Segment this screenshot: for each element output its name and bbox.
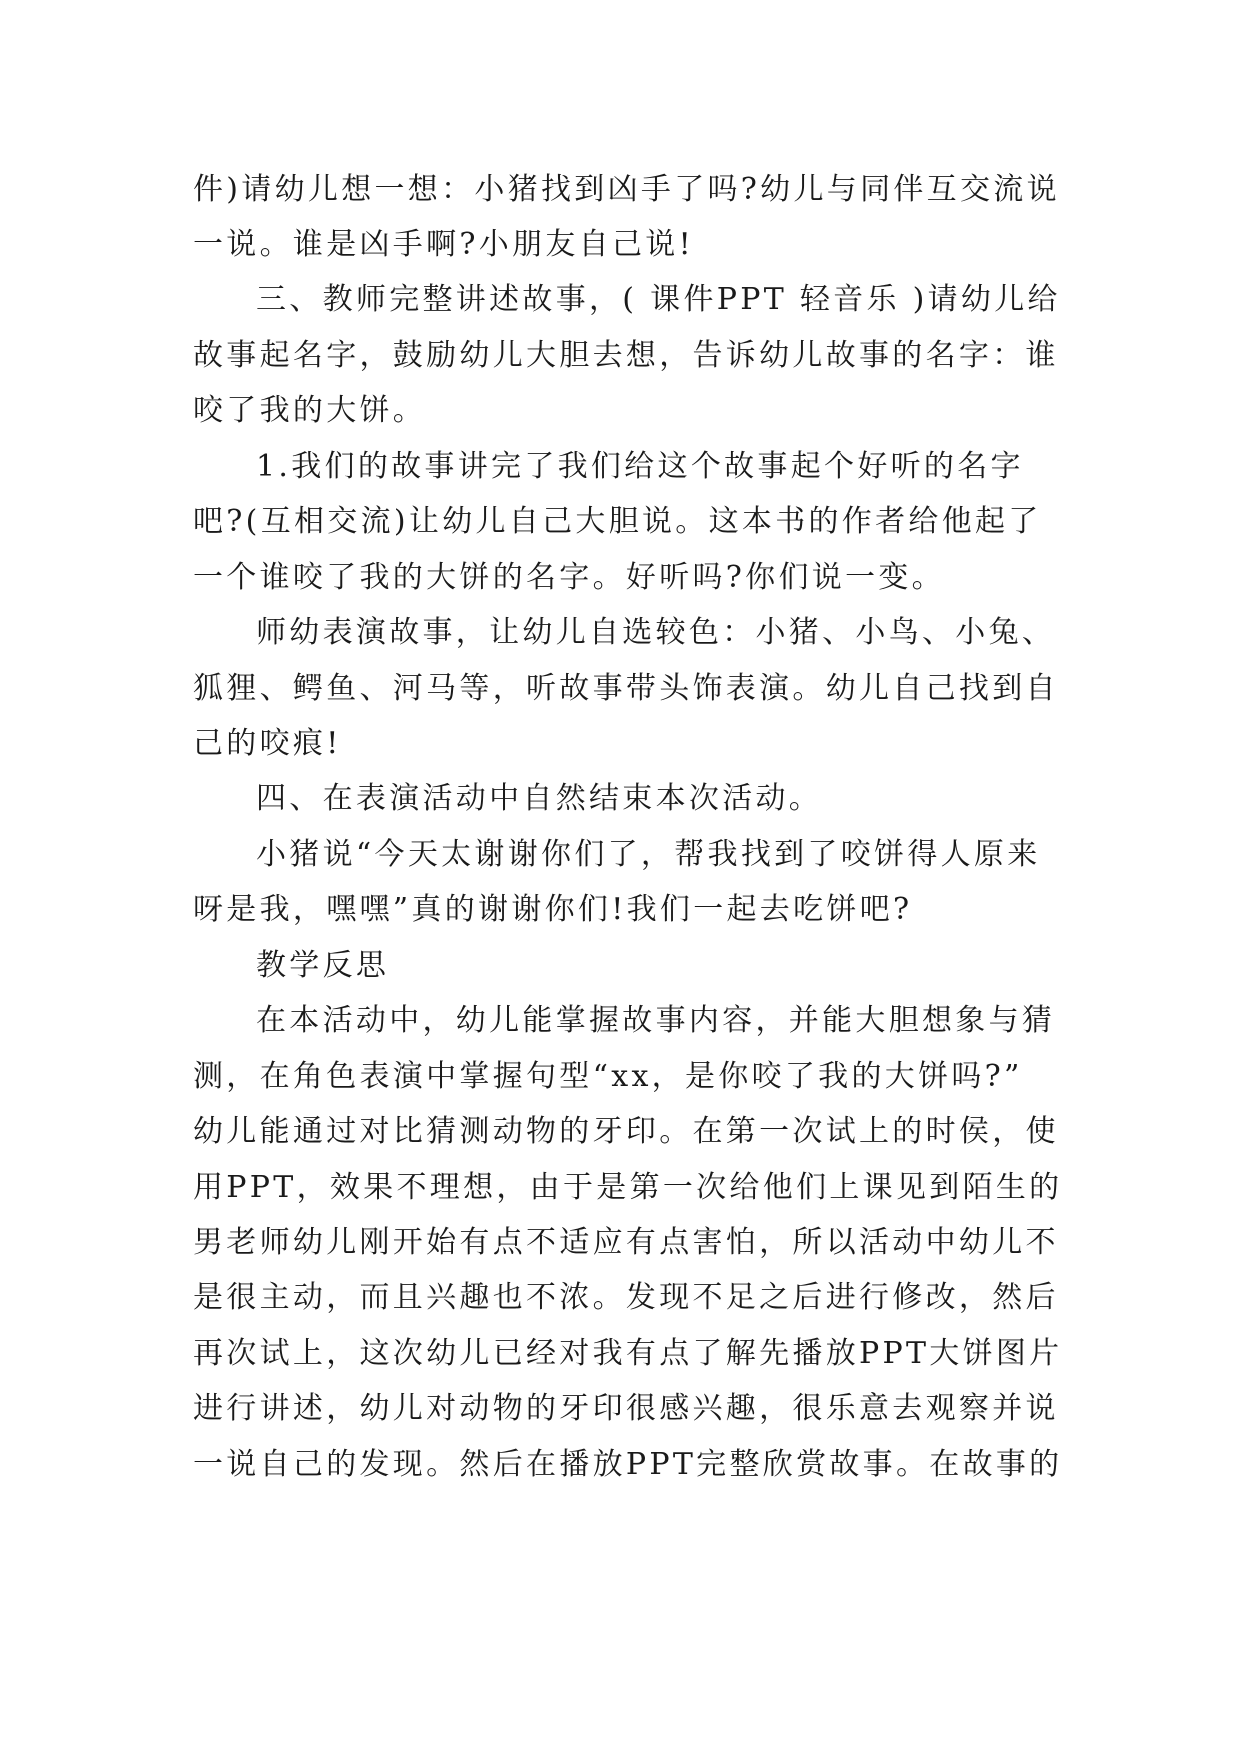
text-line: 男老师幼儿刚开始有点不适应有点害怕，所以活动中幼儿不 — [193, 1225, 1059, 1260]
text-line: 用PPT，效果不理想，由于是第一次给他们上课见到陌生的 — [193, 1170, 1063, 1205]
paragraph-start: 在本活动中，幼儿能掌握故事内容，并能大胆想象与猜 — [256, 1003, 1056, 1038]
text-line: 吧?(互相交流)让幼儿自己大胆说。这本书的作者给他起了 — [193, 504, 1042, 539]
section-heading: 教学反思 — [256, 948, 390, 983]
text-line: 一个谁咬了我的大饼的名字。好听吗?你们说一变。 — [193, 560, 945, 595]
text-line: 狐狸、鳄鱼、河马等，听故事带头饰表演。幼儿自己找到自 — [193, 671, 1059, 706]
paragraph-start: 师幼表演故事，让幼儿自选较色：小猪、小鸟、小兔、 — [256, 615, 1056, 650]
text-line: 是很主动，而且兴趣也不浓。发现不足之后进行修改，然后 — [193, 1280, 1059, 1315]
text-line: 一说自己的发现。然后在播放PPT完整欣赏故事。在故事的 — [193, 1447, 1063, 1482]
text-line: 进行讲述，幼儿对动物的牙印很感兴趣，很乐意去观察并说 — [193, 1391, 1059, 1426]
paragraph-start: 小猪说“今天太谢谢你们了，帮我找到了咬饼得人原来 — [256, 837, 1041, 872]
text-line: 测，在角色表演中掌握句型“xx，是你咬了我的大饼吗?” — [193, 1059, 1023, 1094]
text-line: 件)请幼儿想一想：小猪找到凶手了吗?幼儿与同伴互交流说 — [193, 172, 1060, 207]
text-line: 一说。谁是凶手啊?小朋友自己说! — [193, 227, 694, 262]
text-line: 幼儿能通过对比猜测动物的牙印。在第一次试上的时侯，使 — [193, 1114, 1059, 1149]
paragraph-start: 四、在表演活动中自然结束本次活动。 — [256, 781, 823, 816]
text-line: 故事起名字，鼓励幼儿大胆去想，告诉幼儿故事的名字：谁 — [193, 338, 1059, 373]
text-line: 呀是我，嘿嘿”真的谢谢你们!我们一起去吃饼吧? — [193, 892, 913, 927]
paragraph-start: 1.我们的故事讲完了我们给这个故事起个好听的名字 — [256, 449, 1024, 484]
text-line: 己的咬痕! — [193, 726, 342, 761]
text-line: 咬了我的大饼。 — [193, 393, 427, 428]
paragraph-start: 三、教师完整讲述故事，( 课件PPT 轻音乐 )请幼儿给 — [256, 282, 1061, 317]
text-line: 再次试上，这次幼儿已经对我有点了解先播放PPT大饼图片 — [193, 1336, 1063, 1371]
